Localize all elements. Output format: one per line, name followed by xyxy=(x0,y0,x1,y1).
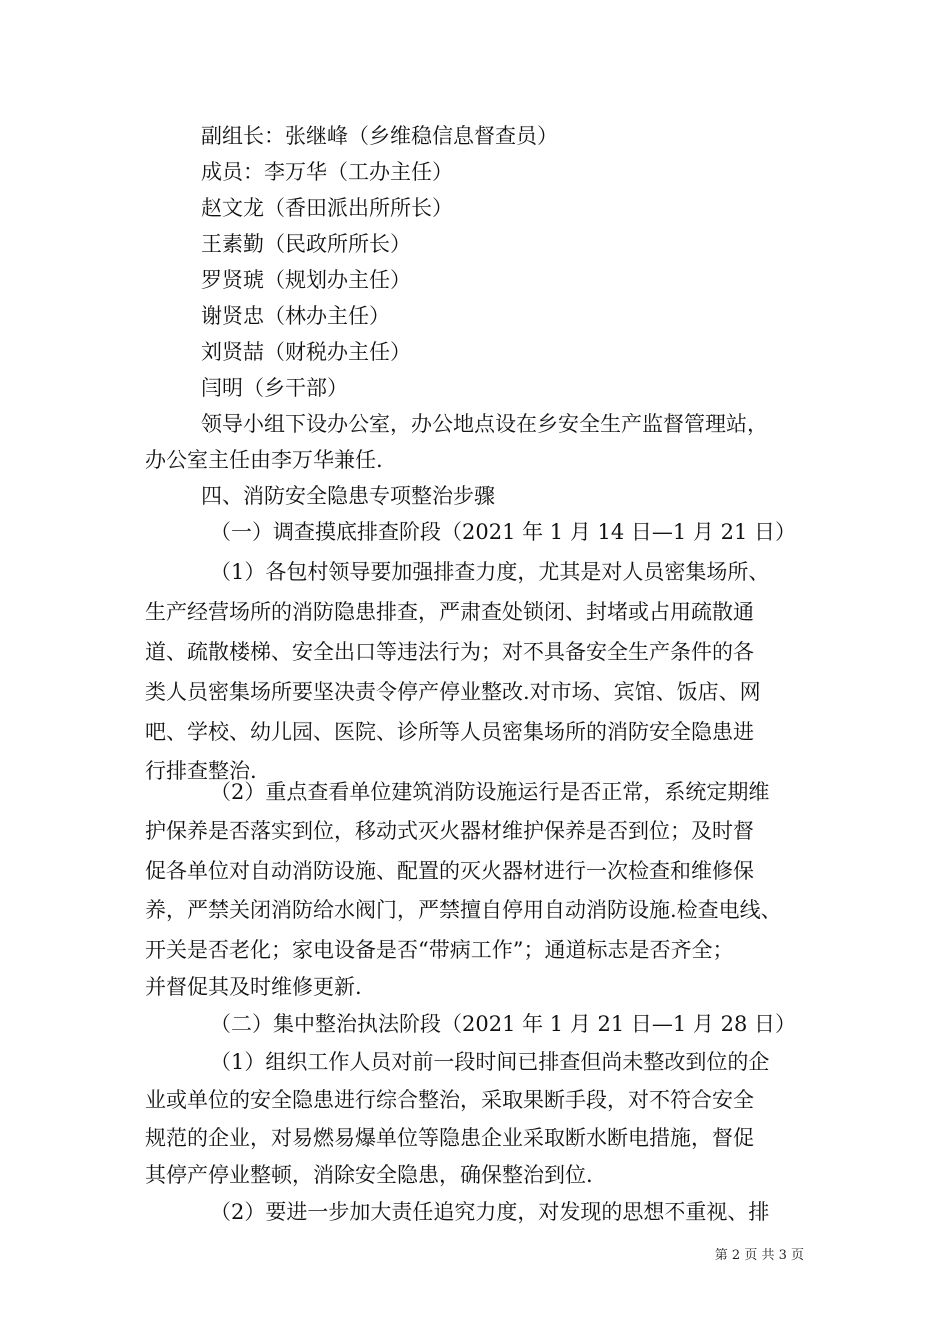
paragraph-line: 生产经营场所的消防隐患排查，严肃查处锁闭、封堵或占用疏散通 xyxy=(145,600,754,624)
paragraph-line: 其停产停业整顿，消除安全隐患，确保整治到位. xyxy=(145,1163,593,1187)
paragraph-line: 行排查整治. xyxy=(145,759,257,783)
text-line: 成员：李万华（工办主任） xyxy=(201,160,453,184)
paragraph-line: 养，严禁关闭消防给水阀门，严禁擅自停用自动消防设施.检查电线、 xyxy=(145,898,782,922)
paragraph-line: 类人员密集场所要坚决责令停产停业整改.对市场、宾馆、饭店、网 xyxy=(145,680,761,704)
paragraph-line: （1）各包村领导要加强排查力度，尤其是对人员密集场所、 xyxy=(210,560,770,584)
paragraph-line: 开关是否老化；家电设备是否“带病工作”；通道标志是否齐全； xyxy=(145,938,734,962)
paragraph-line: 办公室主任由李万华兼任. xyxy=(145,448,383,472)
paragraph-line: 道、疏散楼梯、安全出口等违法行为；对不具备安全生产条件的各 xyxy=(145,640,754,664)
paragraph-line: 吧、学校、幼儿园、医院、诊所等人员密集场所的消防安全隐患进 xyxy=(145,720,754,744)
subsection-heading: （一）调查摸底排查阶段（2021 年 1 月 14 日—1 月 21 日） xyxy=(210,520,797,544)
text-line: 谢贤忠（林办主任） xyxy=(201,304,390,328)
text-line: 副组长：张继峰（乡维稳信息督查员） xyxy=(201,124,558,148)
text-line: 罗贤琥（规划办主任） xyxy=(201,268,411,292)
paragraph-line: 并督促其及时维修更新. xyxy=(145,975,362,999)
paragraph-line: 领导小组下设办公室，办公地点设在乡安全生产监督管理站， xyxy=(201,412,768,436)
section-heading: 四、消防安全隐患专项整治步骤 xyxy=(201,484,495,508)
paragraph-line: 促各单位对自动消防设施、配置的灭火器材进行一次检查和维修保 xyxy=(145,859,754,883)
paragraph-line: （2）要进一步加大责任追究力度，对发现的思想不重视、排 xyxy=(210,1200,770,1224)
text-line: 闫明（乡干部） xyxy=(201,376,348,400)
text-line: 刘贤喆（财税办主任） xyxy=(201,340,411,364)
paragraph-line: （1）组织工作人员对前一段时间已排查但尚未整改到位的企 xyxy=(210,1050,770,1074)
paragraph-line: 规范的企业，对易燃易爆单位等隐患企业采取断水断电措施，督促 xyxy=(145,1126,754,1150)
paragraph-line: （2）重点查看单位建筑消防设施运行是否正常，系统定期维 xyxy=(210,780,770,804)
page-number: 第 2 页 共 3 页 xyxy=(714,1248,804,1263)
text-line: 赵文龙（香田派出所所长） xyxy=(201,196,453,220)
subsection-heading: （二）集中整治执法阶段（2021 年 1 月 21 日—1 月 28 日） xyxy=(210,1012,797,1036)
text-line: 王素勤（民政所所长） xyxy=(201,232,411,256)
paragraph-line: 业或单位的安全隐患进行综合整治，采取果断手段，对不符合安全 xyxy=(145,1088,754,1112)
paragraph-line: 护保养是否落实到位，移动式灭火器材维护保养是否到位；及时督 xyxy=(145,819,754,843)
